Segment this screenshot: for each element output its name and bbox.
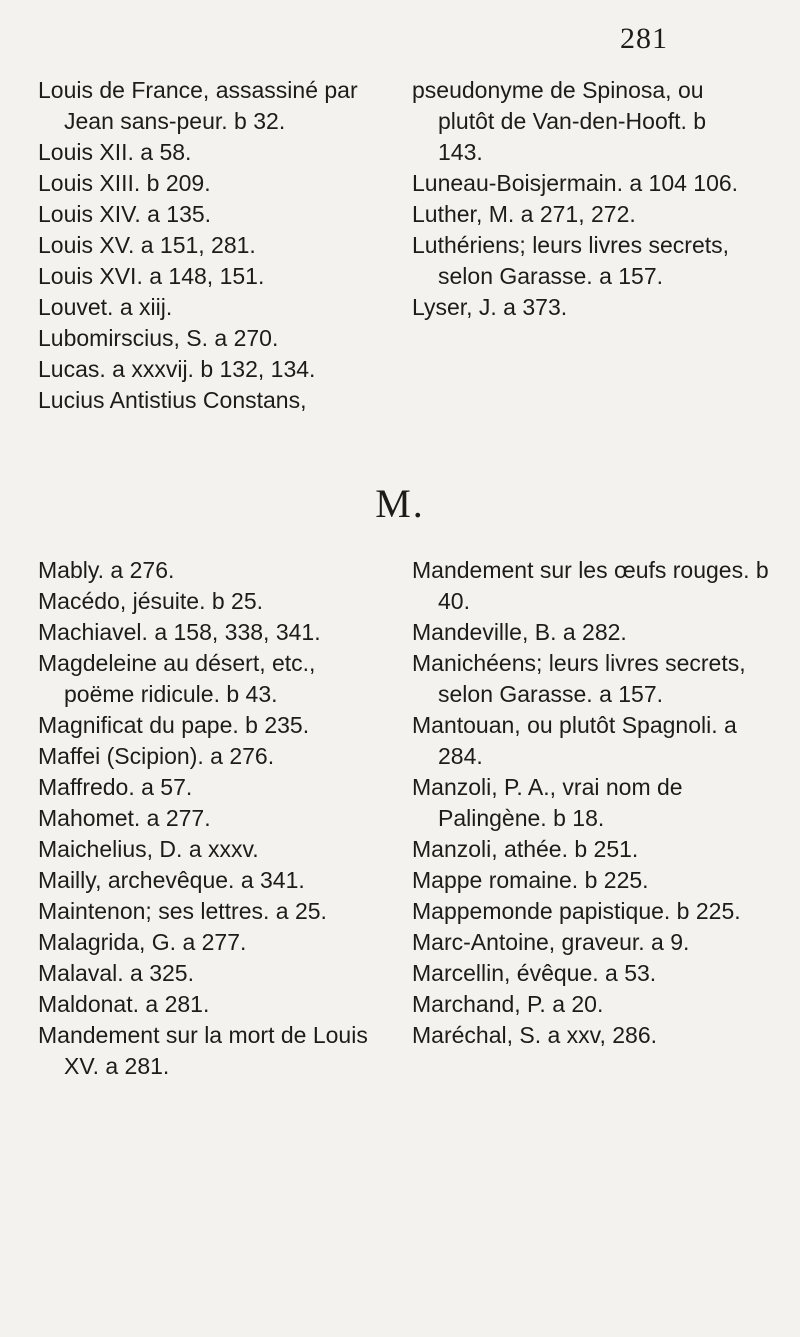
index-column-top-right xyxy=(412,75,742,323)
index-entry: Luthériens; leurs livres secrets, selon Garasse. a 157. xyxy=(412,232,730,289)
index-entry: Macédo, jésuite. b 25. xyxy=(38,588,264,614)
index-entry: Maffredo. a 57. xyxy=(38,774,193,800)
index-column-bottom-right xyxy=(412,555,772,1051)
index-entry: Maffei (Scipion). a 276. xyxy=(38,743,275,769)
index-entry: Malagrida, G. a 277. xyxy=(38,929,247,955)
index-entry: Luneau-Boisjermain. a 104 106. xyxy=(412,170,739,196)
index-entry: Mappe romaine. b 225. xyxy=(412,867,649,893)
section-heading-letter: M. xyxy=(375,481,425,526)
index-entry: Louis XV. a 151, 281. xyxy=(38,232,256,258)
index-entry: Maréchal, S. a xxv, 286. xyxy=(412,1022,658,1048)
index-entry: Louis XIV. a 135. xyxy=(38,201,212,227)
index-entry: Lyser, J. a 373. xyxy=(412,294,568,320)
index-entry: Marchand, P. a 20. xyxy=(412,991,604,1017)
index-entry: Louis XII. a 58. xyxy=(38,139,192,165)
index-entry: Mailly, archevêque. a 341. xyxy=(38,867,305,893)
index-entry: Lucius Antistius Constans, xyxy=(38,387,307,413)
index-entry: Machiavel. a 158, 338, 341. xyxy=(38,619,321,645)
page-number: 281 xyxy=(620,22,668,55)
index-entry: Louis de France, assassiné par Jean sans-peur. b 32. xyxy=(38,77,358,134)
index-entry: Louis XVI. a 148, 151. xyxy=(38,263,265,289)
index-entry: Malaval. a 325. xyxy=(38,960,194,986)
index-entry: Louvet. a xiij. xyxy=(38,294,173,320)
index-entry: Magdeleine au désert, etc., poëme ridicule. b 43. xyxy=(38,650,316,707)
index-entry: Manzoli, athée. b 251. xyxy=(412,836,639,862)
index-entry: Manzoli, P. A., vrai nom de Palingène. b 18. xyxy=(412,774,683,831)
index-entry: Mandement sur les œufs rouges. b 40. xyxy=(412,557,769,614)
index-entry: Lubomirscius, S. a 270. xyxy=(38,325,279,351)
index-entry: Maldonat. a 281. xyxy=(38,991,210,1017)
index-entry: Manichéens; leurs livres secrets, selon Garasse. a 157. xyxy=(412,650,746,707)
index-entry: Lucas. a xxxvij. b 132, 134. xyxy=(38,356,316,382)
index-entry: Magnificat du pape. b 235. xyxy=(38,712,310,738)
index-entry: Mantouan, ou plutôt Spagnoli. a 284. xyxy=(412,712,737,769)
index-entry: Marc-Antoine, graveur. a 9. xyxy=(412,929,690,955)
index-entry: Mappemonde papistique. b 225. xyxy=(412,898,741,924)
index-entry: Louis XIII. b 209. xyxy=(38,170,211,196)
index-entry: Luther, M. a 271, 272. xyxy=(412,201,636,227)
index-column-top-left xyxy=(38,75,368,416)
index-column-bottom-left xyxy=(38,555,368,1082)
index-entry: Maintenon; ses lettres. a 25. xyxy=(38,898,327,924)
index-entry: Mahomet. a 277. xyxy=(38,805,211,831)
index-entry: Marcellin, évêque. a 53. xyxy=(412,960,657,986)
index-entry: Mandeville, B. a 282. xyxy=(412,619,627,645)
index-entry: Mably. a 276. xyxy=(38,557,175,583)
index-entry: Mandement sur la mort de Louis XV. a 281. xyxy=(38,1022,368,1079)
index-entry: Maichelius, D. a xxxv. xyxy=(38,836,259,862)
index-entry: pseudonyme de Spinosa, ou plutôt de Van-den-Hooft. b 143. xyxy=(412,77,707,165)
